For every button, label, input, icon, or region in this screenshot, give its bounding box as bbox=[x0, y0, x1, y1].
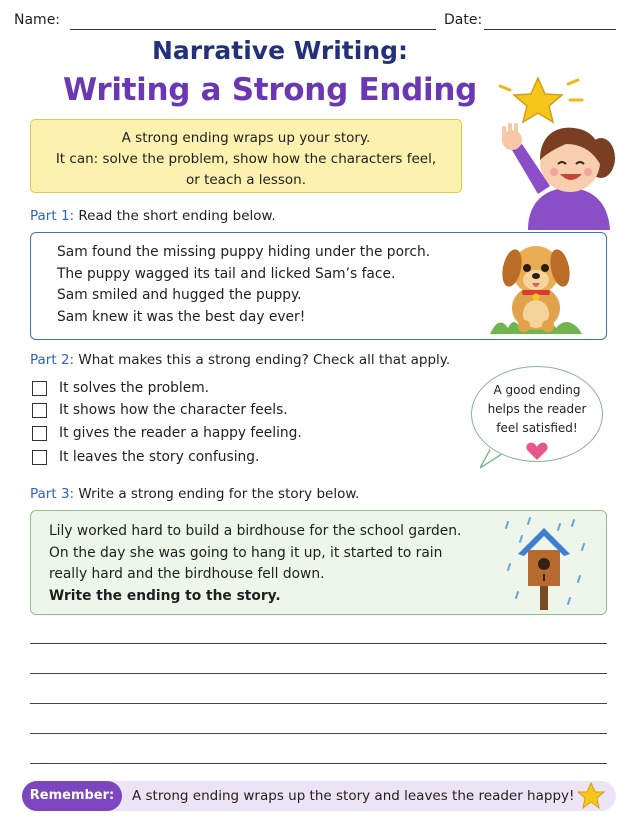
writing-line[interactable] bbox=[30, 763, 607, 764]
bubble-line: A good ending bbox=[493, 383, 581, 397]
girl-waving-illustration bbox=[488, 70, 628, 230]
bubble-line: helps the reader bbox=[487, 402, 587, 416]
birdhouse-in-rain-illustration bbox=[500, 514, 590, 612]
part2-label: Part 2: bbox=[30, 352, 75, 368]
checklist-label: It gives the reader a happy feeling. bbox=[59, 425, 302, 441]
part1-instruction: Read the short ending below. bbox=[78, 208, 276, 224]
page-subtitle: Narrative Writing: bbox=[151, 36, 409, 65]
star-icon bbox=[500, 78, 582, 122]
story-line: On the day she was going to hang it up, it started to rain bbox=[49, 544, 443, 561]
part2-heading bbox=[30, 352, 450, 368]
writing-line[interactable] bbox=[30, 643, 607, 644]
story-line: Lily worked hard to build a birdhouse for the school garden. bbox=[49, 523, 462, 539]
part2-instruction: What makes this a strong ending? Check all that apply. bbox=[78, 352, 451, 368]
intro-line: A strong ending wraps up your story. bbox=[121, 130, 371, 146]
story-line: really hard and the birdhouse fell down. bbox=[49, 566, 325, 582]
checklist-label: It shows how the character feels. bbox=[59, 402, 288, 418]
checkbox[interactable] bbox=[32, 381, 47, 396]
name-label: Name: bbox=[14, 12, 61, 28]
checkbox[interactable] bbox=[32, 403, 47, 418]
writing-line[interactable] bbox=[30, 673, 607, 674]
part3-instruction: Write a strong ending for the story below. bbox=[78, 486, 360, 502]
date-field[interactable] bbox=[484, 29, 616, 30]
remember-text: A strong ending wraps up the story and leaves the reader happy! bbox=[132, 788, 575, 804]
date-label: Date: bbox=[444, 12, 483, 28]
story-line: The puppy wagged its tail and licked Sam’s face. bbox=[57, 265, 396, 282]
checklist-item bbox=[32, 402, 288, 418]
name-field[interactable] bbox=[70, 29, 436, 30]
part3-label: Part 3: bbox=[30, 486, 75, 502]
story-line: Sam smiled and hugged the puppy. bbox=[57, 287, 302, 303]
intro-box bbox=[30, 119, 462, 193]
remember-label: Remember: bbox=[22, 781, 122, 811]
star-icon bbox=[576, 781, 606, 811]
checklist-item bbox=[32, 380, 209, 396]
writing-line[interactable] bbox=[30, 703, 607, 704]
checklist-item bbox=[32, 449, 259, 465]
writing-prompt: Write the ending to the story. bbox=[49, 587, 281, 604]
puppy-illustration bbox=[486, 234, 586, 336]
checklist-label: It leaves the story confusing. bbox=[59, 449, 260, 465]
bubble-line: feel satisfied! bbox=[496, 421, 578, 435]
part3-heading bbox=[30, 486, 359, 502]
intro-line: or teach a lesson. bbox=[185, 172, 307, 188]
remember-banner bbox=[22, 781, 616, 811]
page-title: Writing a Strong Ending bbox=[63, 72, 477, 108]
checklist-label: It solves the problem. bbox=[59, 380, 210, 396]
heart-icon bbox=[526, 441, 548, 461]
checklist-item bbox=[32, 425, 302, 441]
checkbox[interactable] bbox=[32, 426, 47, 441]
intro-line: It can: solve the problem, show how the characters feel, bbox=[55, 151, 437, 167]
part1-heading bbox=[30, 208, 276, 224]
writing-line[interactable] bbox=[30, 733, 607, 734]
tip-speech-bubble bbox=[471, 366, 603, 462]
story-line: Sam found the missing puppy hiding under the porch. bbox=[57, 244, 431, 260]
story-line: Sam knew it was the best day ever! bbox=[57, 308, 306, 325]
part1-label: Part 1: bbox=[30, 208, 75, 224]
checkbox[interactable] bbox=[32, 450, 47, 465]
